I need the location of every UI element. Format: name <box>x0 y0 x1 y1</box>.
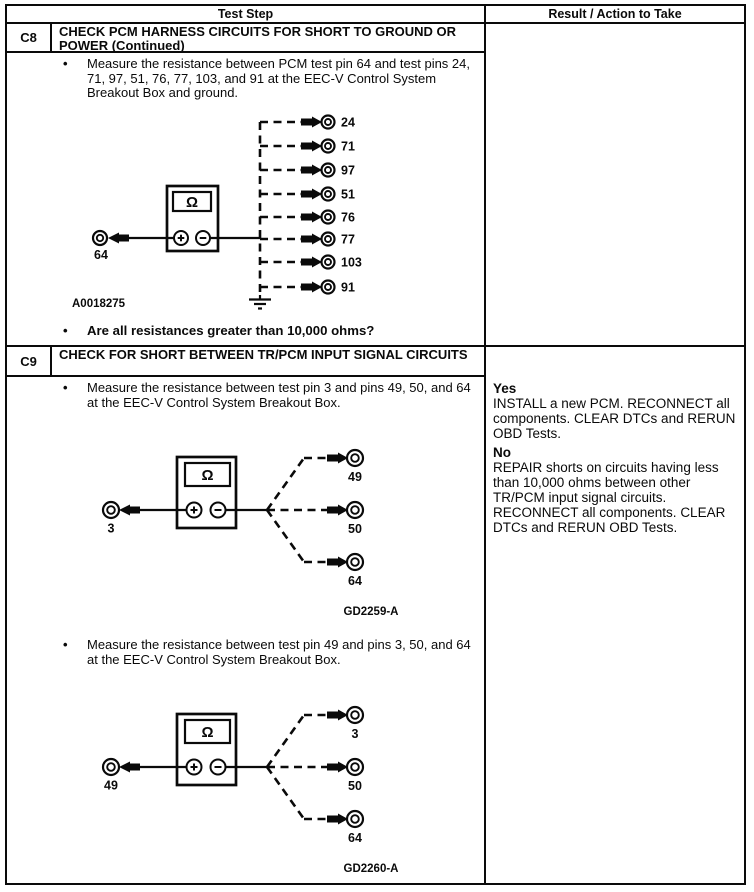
ohmmeter <box>177 457 236 528</box>
result-header-label: Result / Action to Take <box>548 7 682 21</box>
ohm-symbol: Ω <box>201 724 214 742</box>
minus-terminal-icon <box>211 503 226 518</box>
left-pin-label: 49 <box>104 778 118 793</box>
ground-icon <box>249 295 271 309</box>
test-step-header-label: Test Step <box>217 7 274 21</box>
pin-label: 97 <box>341 163 355 178</box>
ohmmeter <box>177 714 236 785</box>
test-pin-branch-91 <box>260 280 355 294</box>
pin-label: 64 <box>348 831 362 846</box>
plus-terminal-icon <box>174 231 188 245</box>
test-step-column-header <box>7 6 484 24</box>
branch-middle <box>267 759 363 793</box>
bullet-icon: • <box>63 56 68 71</box>
test-pin-branch-77 <box>260 232 355 246</box>
plus-terminal-icon <box>187 760 202 775</box>
minus-terminal-icon <box>211 760 226 775</box>
bullet-icon: • <box>63 323 68 339</box>
bullet-icon: • <box>63 637 68 653</box>
c8-question-row <box>7 320 484 345</box>
step-id-c8: C8 <box>7 24 52 51</box>
pin-label: 50 <box>348 522 362 537</box>
test-pin-branch-97 <box>260 163 355 177</box>
pin-label: 49 <box>348 470 362 485</box>
pinpoint-test-page <box>5 4 746 885</box>
pin-label: 76 <box>341 210 355 225</box>
c8-question-text: Are all resistances greater than 10,000 ohms? <box>87 323 375 339</box>
c9-instruction-2-row <box>7 634 484 667</box>
step-title-c9: CHECK FOR SHORT BETWEEN TR/PCM INPUT SIGNAL CIRCUITS <box>59 347 468 362</box>
plug-arrow-icon <box>108 232 119 243</box>
c8-instruction-text: Measure the resistance between PCM test pin 64 and test pins 24, 71, 97, 51, 76, 77, 103, and 91 at the EEC-V Control System Breakout Box and ground. <box>87 56 470 101</box>
c9-instruction-1-row <box>7 377 484 410</box>
figure-c9-pin49-diagram <box>60 701 420 879</box>
plus-terminal-icon <box>187 503 202 518</box>
pin-label: 91 <box>341 280 355 295</box>
left-pin-label: 3 <box>107 521 115 536</box>
figure-label: GD2260-A <box>343 863 399 876</box>
c8-result-cell-empty <box>484 24 744 345</box>
test-table <box>7 6 744 883</box>
c9-result-cell <box>484 345 744 883</box>
branch-middle <box>267 502 363 536</box>
figure-c8-harness-short-diagram <box>55 111 465 311</box>
result-column-header <box>484 6 744 24</box>
minus-terminal-icon <box>196 231 210 245</box>
plug-arrow-icon <box>119 762 130 773</box>
test-pin-branch-103 <box>260 255 362 269</box>
test-pin-branch-71 <box>260 139 355 153</box>
plug-arrow-icon <box>119 505 130 516</box>
step-row-c8 <box>7 24 484 53</box>
no-label: No <box>493 445 511 460</box>
pin-label: 71 <box>341 139 355 154</box>
step-title-c8: CHECK PCM HARNESS CIRCUITS FOR SHORT TO GROUND OR POWER (Continued) <box>59 24 456 53</box>
step-row-c9 <box>7 345 484 377</box>
ohm-symbol: Ω <box>201 467 214 485</box>
test-pin-branch-76 <box>260 210 355 224</box>
no-action-text: REPAIR shorts on circuits having less than 10,000 ohms between other TR/PCM input signal circuits. RECONNECT all components. CLEAR DTCs and RERUN OBD Tests. <box>493 460 726 535</box>
step-body-c8 <box>7 53 484 345</box>
test-pin-branch-51 <box>260 187 355 201</box>
left-pin-label: 64 <box>94 247 108 262</box>
pin-label: 3 <box>351 727 359 742</box>
bullet-icon: • <box>63 380 68 395</box>
figure-label: GD2259-A <box>343 606 399 619</box>
yes-label: Yes <box>493 381 517 396</box>
pin-label: 103 <box>341 255 362 270</box>
pin-label: 50 <box>348 779 362 794</box>
pin-label: 24 <box>341 115 355 130</box>
pin-label: 77 <box>341 232 355 247</box>
yes-action-text: INSTALL a new PCM. RECONNECT all components. CLEAR DTCs and RERUN OBD Tests. <box>493 396 736 441</box>
figure-label: A0018275 <box>72 297 126 310</box>
ohm-symbol: Ω <box>185 193 199 211</box>
pin-label: 51 <box>341 187 355 202</box>
pin-label: 64 <box>348 574 362 589</box>
branch-upper <box>267 450 363 510</box>
test-pin-branch-24 <box>260 115 355 129</box>
step-body-c9 <box>7 377 484 883</box>
c9-instruction-2-text: Measure the resistance between test pin 49 and pins 3, 50, and 64 at the EEC-V Control System Breakout Box. <box>87 637 471 667</box>
figure-c9-pin3-diagram <box>60 444 420 622</box>
step-id-c9: C9 <box>7 347 52 375</box>
c9-instruction-1-text: Measure the resistance between test pin 3 and pins 49, 50, and 64 at the EEC-V Control System Breakout Box. <box>87 380 471 410</box>
branch-upper <box>267 707 363 767</box>
c8-instruction-row <box>7 53 484 101</box>
